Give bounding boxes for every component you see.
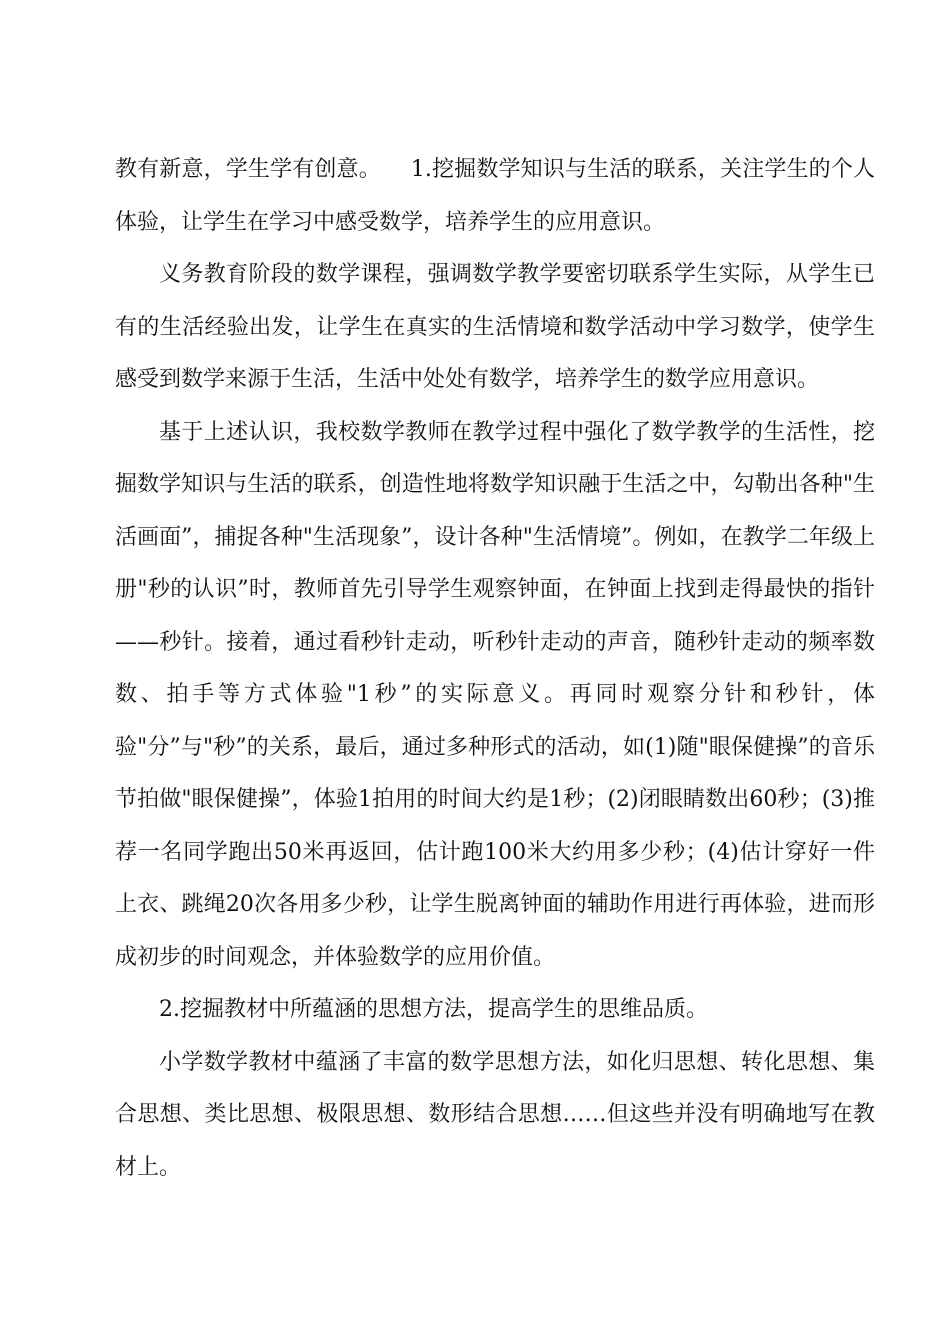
paragraph-3: 基于上述认识，我校数学教师在教学过程中强化了数学教学的生活性，挖掘数学知识与生活的联系，创造性地将数学知识融于生活之中，勾勒出各种"生活画面”，捕捉各种"生活现象”，设计各种"生活情境”。例如，在教学二年级上册"秒的认识”时，教师首先引导学生观察钟面，在钟面上找到走得最快的指针——秒针。接着，通过看秒针走动，听秒针走动的声音，随秒针走动的频率数数、拍手等方式体验"1秒”的实际意义。再同时观察分针和秒针，体验"分”与"秒”的关系，最后，通过多种形式的活动，如(1)随"眼保健操”的音乐节拍做"眼保健操”，体验1拍用的时间大约是1秒；(2)闭眼睛数出60秒；(3)推荐一名同学跑出50米再返回，估计跑100米大约用多少秒；(4)估计穿好一件上衣、跳绳20次各用多少秒，让学生脱离钟面的辅助作用进行再体验，进而形成初步的时间观念，并体验数学的应用价值。 [115,419,875,970]
paragraph-2: 义务教育阶段的数学课程，强调数学教学要密切联系学生实际，从学生已有的生活经验出发，让学生在真实的生活情境和数学活动中学习数学，使学生感受到数学来源于生活，生活中处处有数学，培养学生的数学应用意识。 [115,262,875,392]
section-heading-2: 2.挖掘教材中所蕴涵的思想方法，提高学生的思维品质。 [159,997,708,1022]
paragraph-1 [115,144,875,249]
paragraph-1-heading: 1.挖掘数学知识与生活的联系，关注学生的个人体验，让学生在学习中感受数学，培养学生的应用意识。 [115,157,875,235]
paragraph-1-lead: 教有新意，学生学有创意。 [115,157,381,182]
paragraph-4: 小学数学教材中蕴涵了丰富的数学思想方法，如化归思想、转化思想、集合思想、类比思想、极限思想、数形结合思想……但这些并没有明确地写在教材上。 [115,1049,875,1180]
document-body [115,144,875,1194]
